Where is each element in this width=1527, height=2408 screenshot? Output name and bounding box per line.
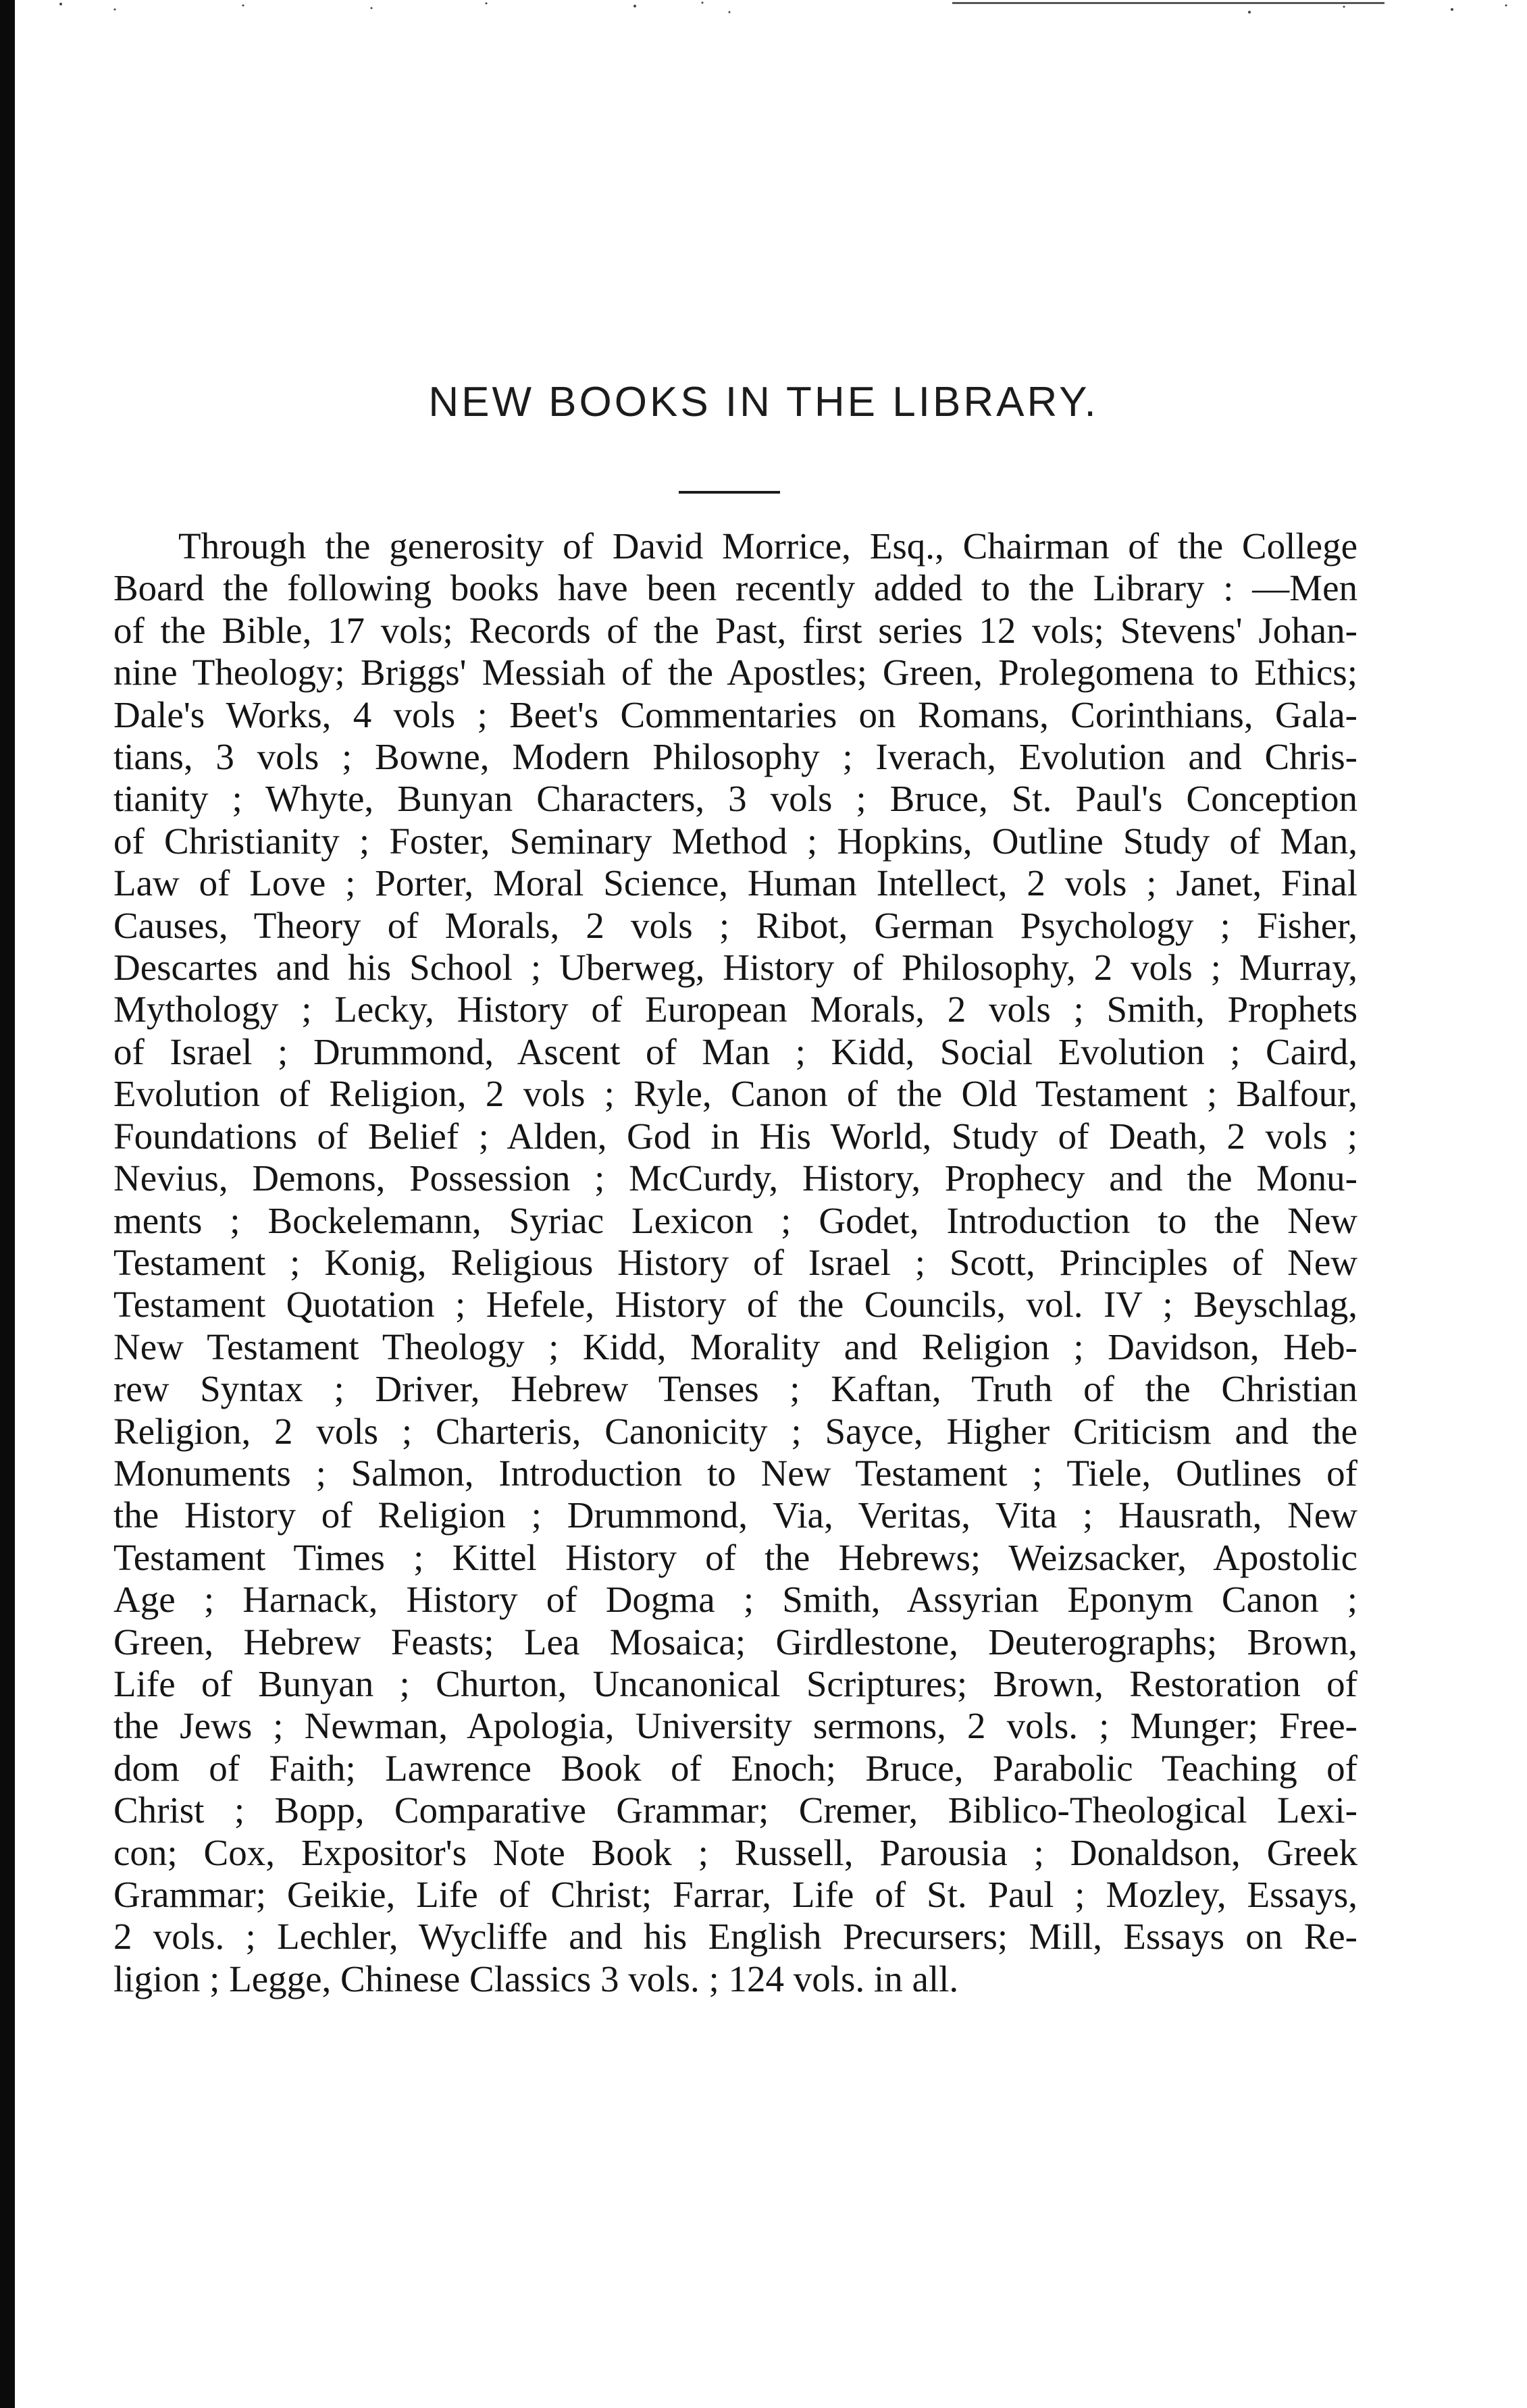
text-line: of the Bible, 17 vols; Records of the Past, first series 12 vols; Stevens' Johan- (113, 609, 1357, 651)
text-line: Christ ; Bopp, Comparative Grammar; Cremer, Biblico-Theological Lexi- (113, 1789, 1357, 1831)
text-line: New Testament Theology ; Kidd, Morality and Religion ; Davidson, Heb- (113, 1326, 1357, 1367)
book-list-paragraph (113, 525, 1357, 2000)
text-line: Life of Bunyan ; Churton, Uncanonical Scriptures; Brown, Restoration of (113, 1663, 1357, 1704)
text-line: Descartes and his School ; Uberweg, History of Philosophy, 2 vols ; Murray, (113, 947, 1357, 989)
text-line: Age ; Harnack, History of Dogma ; Smith, Assyrian Eponym Canon ; (113, 1579, 1357, 1621)
text-line: of Christianity ; Foster, Seminary Method ; Hopkins, Outline Study of Man, (113, 820, 1357, 862)
text-line: dom of Faith; Lawrence Book of Enoch; Bruce, Parabolic Teaching of (113, 1747, 1357, 1789)
binding-shadow (0, 0, 15, 2408)
heading-rule (679, 491, 780, 494)
text-line: Testament Times ; Kittel History of the Hebrews; Weizsacker, Apostolic (113, 1536, 1357, 1578)
text-line: Through the generosity of David Morrice, Esq., Chairman of the College (178, 525, 1357, 567)
text-line: the History of Religion ; Drummond, Via, Veritas, Vita ; Hausrath, New (113, 1494, 1357, 1536)
text-line: of Israel ; Drummond, Ascent of Man ; Kidd, Social Evolution ; Caird, (113, 1030, 1357, 1072)
text-line: Evolution of Religion, 2 vols ; Ryle, Canon of the Old Testament ; Balfour, (113, 1073, 1357, 1115)
text-line: Green, Hebrew Feasts; Lea Mosaica; Girdlestone, Deuterographs; Brown, (113, 1621, 1357, 1663)
text-line: ligion ; Legge, Chinese Classics 3 vols. ; 124 vols. in all. (113, 1958, 959, 1999)
text-line: Board the following books have been recently added to the Library : —Men (113, 567, 1357, 609)
text-line: Foundations of Belief ; Alden, God in His World, Study of Death, 2 vols ; (113, 1115, 1357, 1157)
scan-noise (20, 0, 1527, 47)
text-line: tianity ; Whyte, Bunyan Characters, 3 vols ; Bruce, St. Paul's Conception (113, 778, 1357, 820)
text-line: Testament ; Konig, Religious History of Israel ; Scott, Principles of New (113, 1241, 1357, 1283)
text-line: rew Syntax ; Driver, Hebrew Tenses ; Kaftan, Truth of the Christian (113, 1368, 1357, 1410)
text-line: Grammar; Geikie, Life of Christ; Farrar, Life of St. Paul ; Mozley, Essays, (113, 1874, 1357, 1915)
page-heading: NEW BOOKS IN THE LIBRARY. (428, 379, 1099, 425)
text-line: Monuments ; Salmon, Introduction to New Testament ; Tiele, Outlines of (113, 1452, 1357, 1494)
text-line: nine Theology; Briggs' Messiah of the Apostles; Green, Prolegomena to Ethics; (113, 652, 1357, 693)
text-line: con; Cox, Expositor's Note Book ; Russell, Parousia ; Donaldson, Greek (113, 1831, 1357, 1873)
text-line: 2 vols. ; Lechler, Wycliffe and his English Precursers; Mill, Essays on Re- (113, 1916, 1357, 1958)
text-line: Nevius, Demons, Possession ; McCurdy, History, Prophecy and the Monu- (113, 1157, 1357, 1199)
text-line: Religion, 2 vols ; Charteris, Canonicity ; Sayce, Higher Criticism and the (113, 1410, 1357, 1452)
text-line: Testament Quotation ; Hefele, History of the Councils, vol. IV ; Beyschlag, (113, 1284, 1357, 1326)
text-line: Law of Love ; Porter, Moral Science, Human Intellect, 2 vols ; Janet, Final (113, 862, 1357, 904)
text-line: ments ; Bockelemann, Syriac Lexicon ; Godet, Introduction to the New (113, 1199, 1357, 1241)
text-line: Causes, Theory of Morals, 2 vols ; Ribot, German Psychology ; Fisher, (113, 904, 1357, 946)
text-line: the Jews ; Newman, Apologia, University sermons, 2 vols. ; Munger; Free- (113, 1705, 1357, 1747)
text-line: Mythology ; Lecky, History of European Morals, 2 vols ; Smith, Prophets (113, 989, 1357, 1030)
text-line: Dale's Works, 4 vols ; Beet's Commentaries on Romans, Corinthians, Gala- (113, 693, 1357, 735)
text-line: tians, 3 vols ; Bowne, Modern Philosophy ; Iverach, Evolution and Chris- (113, 736, 1357, 778)
